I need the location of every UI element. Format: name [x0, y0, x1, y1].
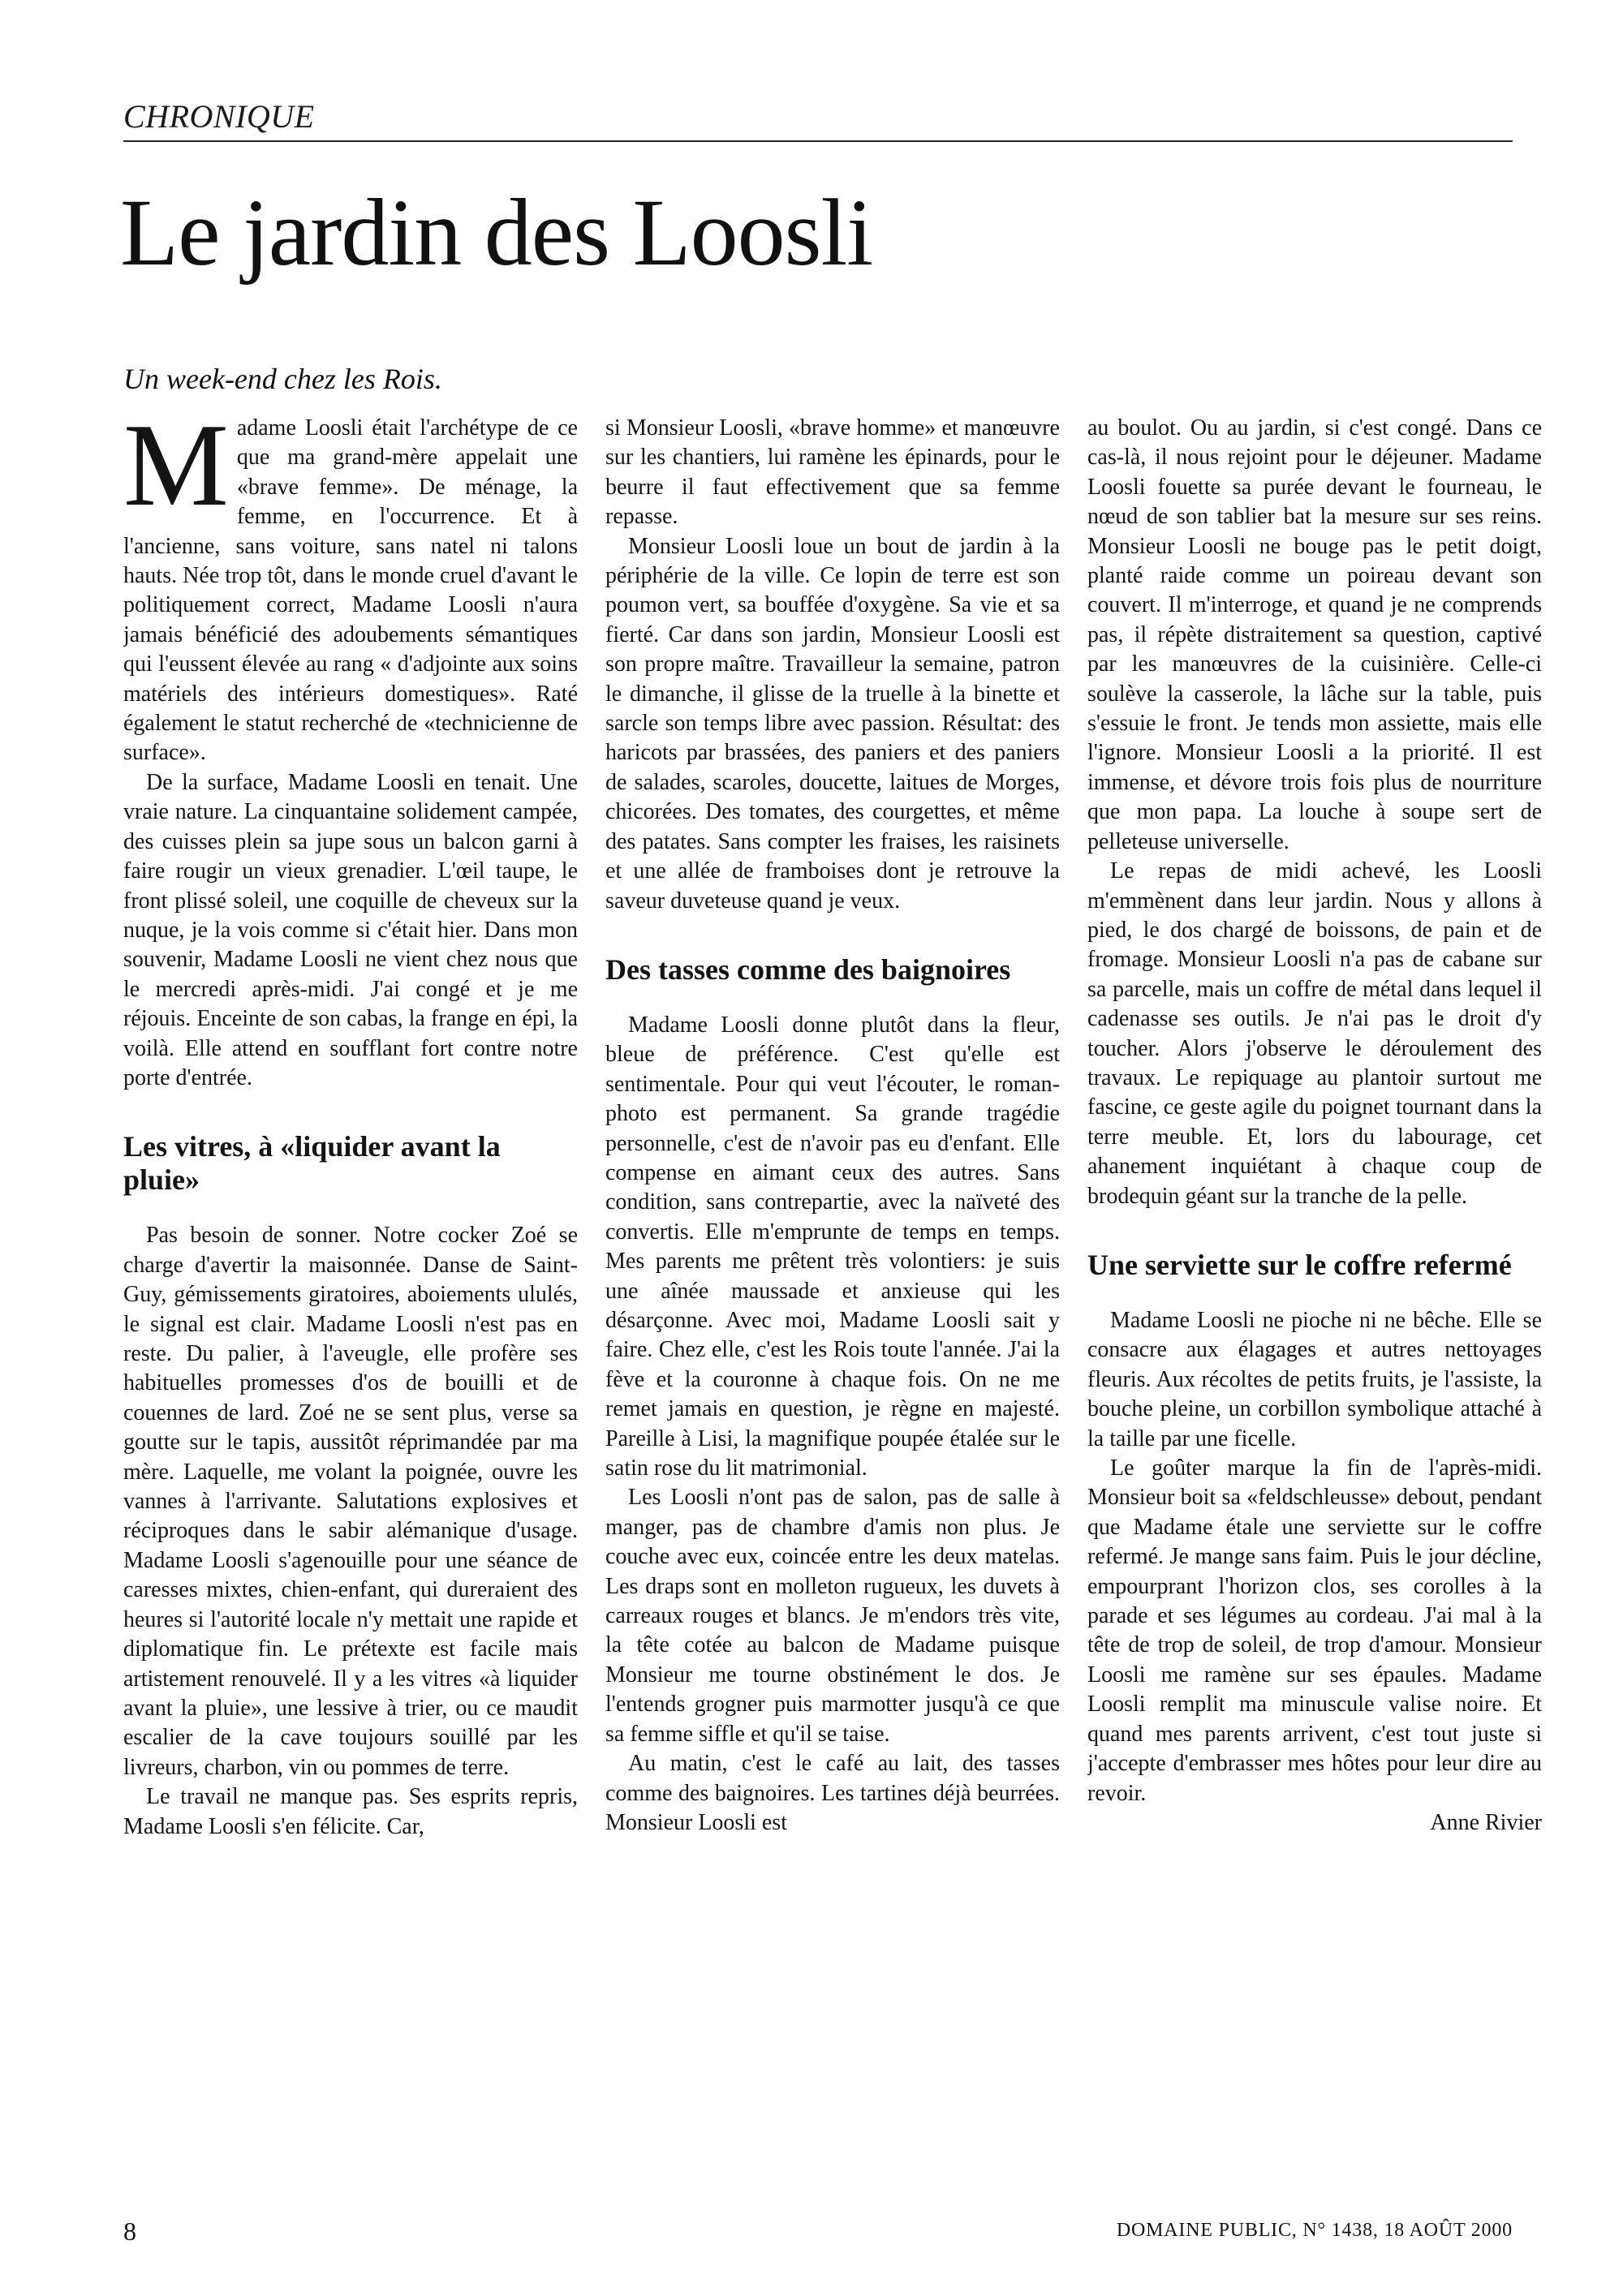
paragraph: Pas besoin de sonner. Notre cocker Zoé se charge d'avertir la maisonnée. Danse de Saint-Guy, gémissements giratoires, aboiements ululés, le signal est clair. Madame Loosli n'est pas en reste. Du palier, à l'aveugle, elle profère ses habituelles promesses d'os de bouilli et de couennes de lard. Zoé ne se sent plus, verse sa goutte sur le tapis, aussitôt réprimandée par ma mère. Laquelle, me volant la poignée, ouvre les vannes à l'arrivante. Salutations explosives et réciproques dans le sabir alémanique d'usage. Madame Loosli s'agenouille pour une séance de caresses mixtes, chien-enfant, qui dureraient des heures si l'autorité locale n'y mettait une rapide et diplomatique fin. Le prétexte est facile mais artistement renouvelé. Il y a les vitres «à liquider avant la pluie», une lessive à trier, ou ce maudit escalier de la cave toujours souillé par les livreurs, charbon, vin ou pommes de terre.: [123, 1223, 578, 1780]
paragraph: au boulot. Ou au jardin, si c'est congé. Dans ce cas-là, il nous rejoint pour le déjeuner. Madame Loosli fouette sa purée devant le fourneau, le nœud de son tablier bat la mesure sur ses reins. Monsieur Loosli ne bouge pas le petit doigt, planté raide comme un poireau devant son couvert. Il m'interroge, et quand je ne comprends pas, il répète distraitement sa question, captivé par les manœuvres de la cuisinière. Celle-ci soulève la casserole, la lâche sur la table, puis s'essuie le front. Je tends mon assiette, mais elle l'ignore. Monsieur Loosli a la priorité. Il est immense, et dévore trois fois plus de nourriture que mon papa. La louche à soupe sert de pelleteuse universelle.: [1087, 415, 1542, 854]
article-subtitle: Un week-end chez les Rois.: [123, 363, 442, 395]
paragraph-text: adame Loosli était l'archétype de ce que ma grand-mère appelait une «brave femme». De ménage, la femme, en l'occurrence. Et à l'ancienne, sans voiture, sans natel ni talons hauts. Née trop tôt, dans le monde cruel d'avant le politiquement correct, Madame Loosli n'aura jamais bénéficié des adoubements sémantiques qui l'eussent élevée au rang « d'adjointe aux soins matériels des intérieurs domestiques». Raté également le statut recherché de «technicienne de surface».: [123, 415, 578, 766]
section-heading: Des tasses comme des baignoires: [605, 952, 1011, 986]
column-1: [123, 414, 578, 2158]
paragraph: [123, 414, 578, 768]
section-heading: Une serviette sur le coffre refermé: [1087, 1248, 1512, 1281]
paragraph: Le repas de midi achevé, les Loosli m'emmènent dans leur jardin. Nous y allons à pied, le dos chargé de boissons, de pain et de fromage. Monsieur Loosli n'a pas de cabane sur sa parcelle, mais un coffre de métal dans lequel il cadenasse ses outils. Je n'ai pas le droit d'y toucher. Alors j'observe le déroulement des travaux. Le repiquage au plantoir surtout me fascine, ce geste agile du poignet tournant dans la terre meuble. Et, lors du labourage, cet ahanement inquiétant à chaque coup de brodequin géant sur la tranche de la pelle.: [1087, 858, 1542, 1209]
paragraph: Monsieur Loosli loue un bout de jardin à la périphérie de la ville. Ce lopin de terre est son poumon vert, sa bouffée d'oxygène. Sa vie et sa fierté. Car dans son jardin, Monsieur Loosli est son propre maître. Travailleur la semaine, patron le dimanche, il glisse de la truelle à la binette et sarcle son temps libre avec passion. Résultat: des haricots par brassées, des paniers et des paniers de salades, scaroles, doucette, laitues de Morges, chicorées. Des tomates, des courgettes, et même des patates. Sans compter les fraises, les raisinets et une allée de framboises dont je retrouve la saveur duveteuse quand je veux.: [605, 533, 1060, 914]
paragraph: Au matin, c'est le café au lait, des tasses comme des baignoires. Les tartines déjà beurrées. Monsieur Loosli est: [605, 1751, 1060, 1835]
publication-footer: DOMAINE PUBLIC, N° 1438, 18 AOÛT 2000: [1116, 2220, 1513, 2241]
column-3: [1087, 414, 1542, 2158]
paragraph: Madame Loosli ne pioche ni ne bêche. Elle se consacre aux élagages et autres nettoyages fleuris. Aux récoltes de petits fruits, je l'assiste, la bouche pleine, un corbillon symbolique attaché à la taille par une ficelle.: [1087, 1308, 1542, 1451]
paragraph: De la surface, Madame Loosli en tenait. Une vraie nature. La cinquantaine solidement campée, des cuisses plein sa jupe sous un balcon garni à faire rougir un vieux grenadier. L'œil taupe, le front plissé soleil, une coquille de cheveux sur la nuque, je la vois comme si c'était hier. Dans mon souvenir, Madame Loosli ne vient chez nous que le mercredi après-midi. J'ai congé et je me réjouis. Enceinte de son cabas, la frange en épi, la voilà. Elle attend en soufflant fort contre notre porte d'entrée.: [123, 769, 578, 1090]
drop-cap: M: [123, 414, 229, 531]
section-label: CHRONIQUE: [123, 98, 315, 135]
paragraph: Le goûter marque la fin de l'après-midi. Monsieur boit sa «feldschleusse» debout, pendant que Madame étale une serviette sur le coffre refermé. Je mange sans faim. Puis le jour décline, empourprant l'horizon clos, ses corolles à la parade et ses légumes au cordeau. J'ai mal à la tête de trop de soleil, de trop d'amour. Monsieur Loosli me ramène sur ses épaules. Madame Loosli remplit ma minuscule valise noire. Et quand mes parents arrivent, c'est tout juste si j'accepte d'embrasser mes hôtes pour leur dire au revoir.: [1087, 1455, 1542, 1806]
paragraph: Madame Loosli donne plutôt dans la fleur, bleue de préférence. C'est qu'elle est sentimentale. Pour qui veut l'écouter, le roman-photo est permanent. Sa grande tragédie personnelle, c'est de n'avoir pas eu d'enfant. Elle compense en aimant ceux des autres. Sans condition, sans contrepartie, avec la naïveté des convertis. Elle m'emprunte de temps en temps. Mes parents me prêtent très volontiers: je suis une aînée maussade et anxieuse qui les désarçonne. Avec moi, Madame Loosli sait y faire. Chez elle, c'est les Rois toute l'année. J'ai la fève et la couronne à chaque fois. On ne me remet jamais en question, je règne en majesté. Pareille à Lisi, la magnifique poupée étalée sur le satin rose du lit matrimonial.: [605, 1012, 1060, 1481]
paragraph: Les Loosli n'ont pas de salon, pas de salle à manger, pas de chambre d'amis non plus. Je couche avec eux, coincée entre les deux matelas. Les draps sont en molleton rugueux, les duvets à carreaux rouges et blancs. Je m'endors très vite, la tête cotée au balcon de Madame puisque Monsieur me tourne obstinément le dos. Je l'entends grogner puis marmotter jusqu'à ce que sa femme siffle et qu'il se taise.: [605, 1485, 1060, 1747]
section-heading: Les vitres, à «liquider avant la pluie»: [123, 1130, 501, 1197]
column-2: [605, 414, 1060, 2158]
article-title: Le jardin des Loosli: [120, 179, 873, 286]
page-number: 8: [123, 2216, 136, 2246]
paragraph: si Monsieur Loosli, «brave homme» et manœuvre sur les chantiers, lui ramène les épinards, pour le beurre il faut effectivement que sa femme repasse.: [605, 415, 1060, 530]
author-signature: Anne Rivier: [1430, 1809, 1542, 1835]
paragraph: Le travail ne manque pas. Ses esprits repris, Madame Loosli s'en félicite. Car,: [123, 1784, 578, 1839]
header-rule: [123, 140, 1513, 142]
